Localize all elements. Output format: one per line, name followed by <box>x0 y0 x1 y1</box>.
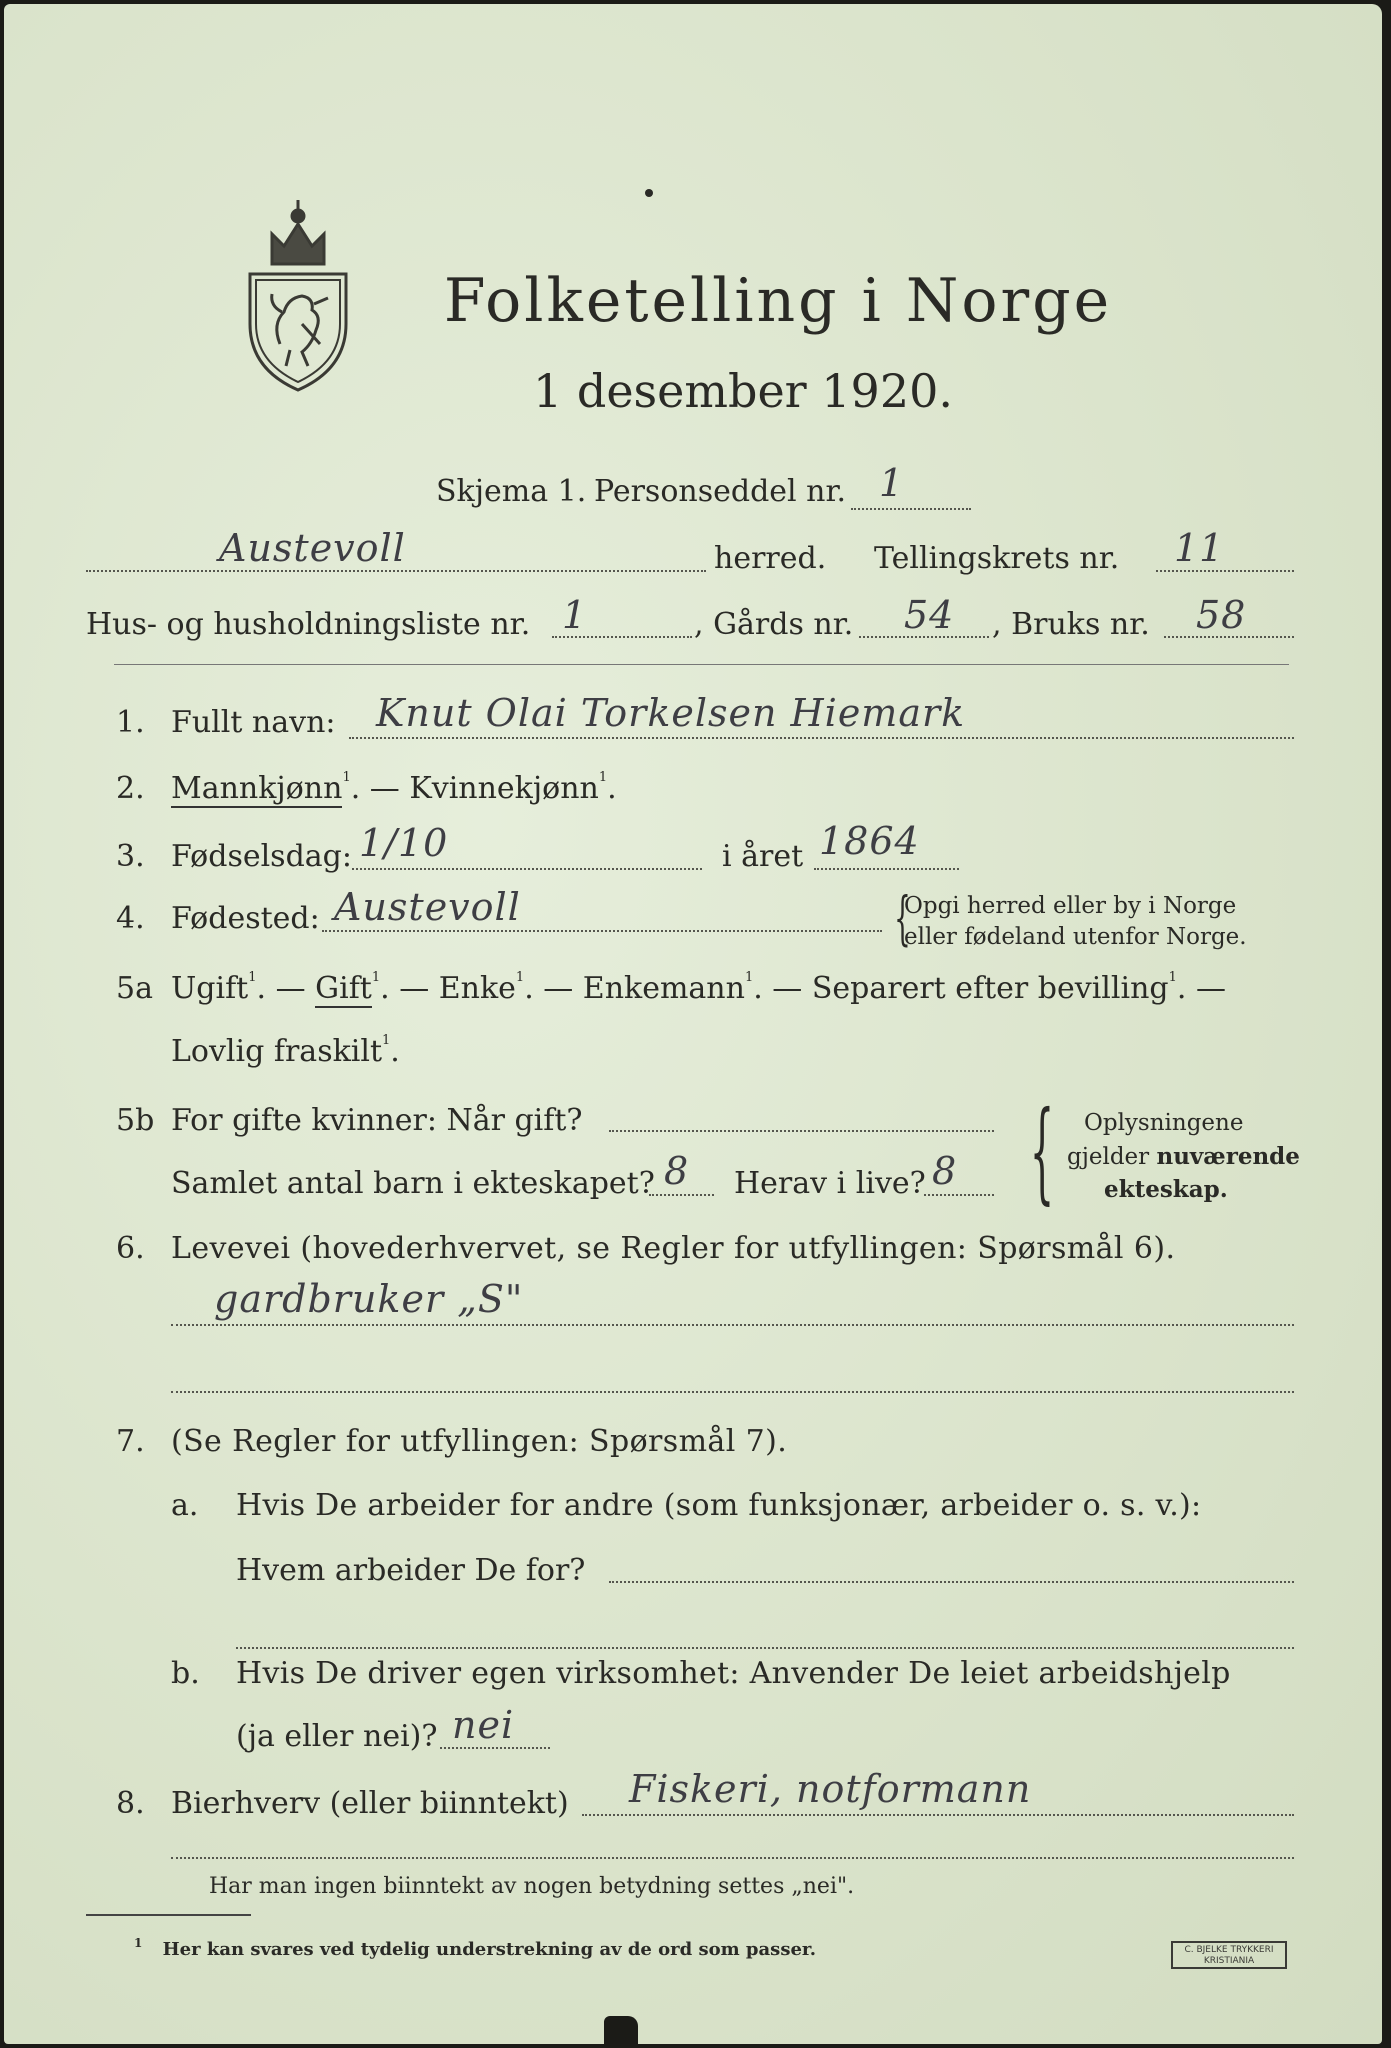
form-title: Folketelling i Norge <box>443 266 1113 336</box>
q8-line-1 <box>582 1814 1294 1816</box>
footnote-mark: 1 <box>134 1936 143 1950</box>
q5a-options: Ugift$^1$. — Gift$^1$. — Enke$^1$. — Enkemann$^1$. — Separert efter bevilling$^1$. — <box>171 970 1226 1006</box>
q5a-fraskilt-row: Lovlig fraskilt$^1$. <box>171 1033 400 1069</box>
footer-note: Har man ingen biinntekt av nogen betydning settes „nei". <box>209 1874 855 1899</box>
q2-separator: . — <box>350 771 410 806</box>
gards-label: , Gårds nr. <box>694 607 854 642</box>
footnote-rule <box>86 1914 251 1916</box>
q5b-label: For gifte kvinner: Når gift? <box>171 1103 583 1138</box>
form-subtitle: 1 desember 1920. <box>533 364 953 418</box>
q7b-line <box>440 1747 550 1749</box>
q7b-question: (ja eller nei)? <box>236 1719 438 1754</box>
tellingskrets-line <box>1156 570 1294 572</box>
q3-year-label: i året <box>722 839 804 874</box>
q6-line-1 <box>171 1324 1294 1326</box>
q7a-question: Hvem arbeider De for? <box>236 1553 586 1588</box>
q6-value[interactable]: gardbruker „S" <box>214 1277 524 1321</box>
q1-label: Fullt navn: <box>171 705 336 740</box>
q2-male-option[interactable]: Mannkjønn <box>171 771 343 806</box>
hus-value[interactable]: 1 <box>562 593 588 637</box>
q7-number: 7. <box>116 1424 145 1459</box>
q4-note-1: Opgi herred eller by i Norge <box>904 893 1237 919</box>
q5b-when-line <box>609 1130 994 1132</box>
footnote-ref: 1 <box>342 770 351 785</box>
personseddel-line <box>851 508 971 510</box>
q1-value[interactable]: Knut Olai Torkelsen Hiemark <box>376 691 966 735</box>
tellingskrets-label: Tellingskrets nr. <box>874 541 1120 576</box>
q4-note-2: eller fødeland utenfor Norge. <box>904 924 1247 950</box>
q7a-label: Hvis De arbeider for andre (som funksjonær, arbeider o. s. v.): <box>236 1488 1202 1523</box>
q7b-label: Hvis De driver egen virksomhet: Anvender De leiet arbeidshjelp <box>236 1656 1231 1691</box>
bruks-label: , Bruks nr. <box>992 607 1150 642</box>
q7a-number: a. <box>171 1488 199 1523</box>
bruks-value[interactable]: 58 <box>1196 593 1247 637</box>
q3-line <box>352 868 702 870</box>
q8-number: 8. <box>116 1786 145 1821</box>
skjema-label: Skjema 1. <box>436 474 587 509</box>
q5b-samlet-value[interactable]: 8 <box>664 1149 690 1193</box>
stamp-line-2: KRISTIANIA <box>1203 1956 1255 1966</box>
q7b-value[interactable]: nei <box>452 1703 515 1747</box>
q4-label: Fødested: <box>171 901 320 936</box>
q5b-live-line <box>924 1194 994 1196</box>
q1-number: 1. <box>116 705 145 740</box>
footnote-ref: 1 <box>598 770 608 785</box>
q4-number: 4. <box>116 901 145 936</box>
ink-dot <box>645 189 653 197</box>
q2-end: . <box>607 771 617 806</box>
q3-value[interactable]: 1/10 <box>359 821 449 865</box>
herred-value[interactable]: Austevoll <box>219 526 406 570</box>
q5a-separert-option[interactable]: Separert efter bevilling <box>811 971 1169 1006</box>
hus-label: Hus- og husholdningsliste nr. <box>86 607 531 642</box>
q8-line-2 <box>171 1857 1294 1859</box>
q6-number: 6. <box>116 1231 145 1266</box>
census-form <box>4 4 1382 2044</box>
q5b-note-2: gjelder nuværende <box>1067 1143 1300 1170</box>
q2-options <box>171 770 617 806</box>
herred-label: herred. <box>714 541 827 576</box>
q5b-live-label: Herav i live? <box>734 1166 926 1201</box>
q5a-number: 5a <box>116 971 153 1006</box>
q5a-enkemann-option[interactable]: Enkemann <box>582 971 745 1006</box>
q5b-note-3: ekteskap. <box>1104 1176 1228 1203</box>
q5b-samlet-line <box>649 1194 714 1196</box>
tellingskrets-value[interactable]: 11 <box>1174 526 1225 570</box>
q4-brace: { <box>894 884 911 952</box>
separator-line <box>114 664 1289 665</box>
q5a-enke-option[interactable]: Enke <box>438 971 516 1006</box>
printer-stamp <box>1171 1941 1287 1969</box>
footnote-text: Her kan svares ved tydelig understrekning av de ord som passer. <box>162 1939 817 1960</box>
q6-label: Levevei (hovederhvervet, se Regler for utfyllingen: Spørsmål 6). <box>171 1231 1176 1266</box>
q5b-live-value[interactable]: 8 <box>932 1149 958 1193</box>
q6-line-2 <box>171 1391 1294 1393</box>
q7b-number: b. <box>171 1656 200 1691</box>
q4-line <box>322 930 882 932</box>
q5b-samlet-label: Samlet antal barn i ekteskapet? <box>171 1166 655 1201</box>
q5b-note-1: Oplysningene <box>1084 1110 1244 1136</box>
q7a-line-1 <box>609 1581 1294 1583</box>
q5a-ugift-option[interactable]: Ugift <box>171 971 249 1006</box>
stamp-line-1: C. BJELKE TRYKKERI <box>1184 1945 1274 1955</box>
personseddel-value[interactable]: 1 <box>879 461 905 505</box>
q8-label: Bierhverv (eller biinntekt) <box>171 1786 569 1821</box>
q7a-line-2 <box>236 1647 1294 1649</box>
q5b-number: 5b <box>116 1103 155 1138</box>
q2-number: 2. <box>116 771 145 806</box>
q1-line <box>349 737 1294 739</box>
q8-value[interactable]: Fiskeri, notformann <box>629 1767 1032 1811</box>
footnote <box>134 1936 817 1960</box>
q3-year-value[interactable]: 1864 <box>819 819 920 863</box>
q5b-brace: { <box>1029 1087 1055 1215</box>
gards-value[interactable]: 54 <box>904 593 955 637</box>
q2-female-option[interactable]: Kvinnekjønn <box>409 771 599 806</box>
q5a-fraskilt-option[interactable]: Lovlig fraskilt <box>171 1034 383 1069</box>
q4-value[interactable]: Austevoll <box>334 885 521 929</box>
q3-number: 3. <box>116 839 145 874</box>
paper-notch <box>604 2016 638 2046</box>
q5a-gift-option[interactable]: Gift <box>315 971 372 1006</box>
q7-label: (Se Regler for utfyllingen: Spørsmål 7). <box>171 1424 788 1459</box>
herred-line <box>86 570 706 572</box>
q3-year-line <box>814 868 959 870</box>
personseddel-label: Personseddel nr. <box>594 474 847 509</box>
q3-label: Fødselsdag: <box>171 839 352 874</box>
